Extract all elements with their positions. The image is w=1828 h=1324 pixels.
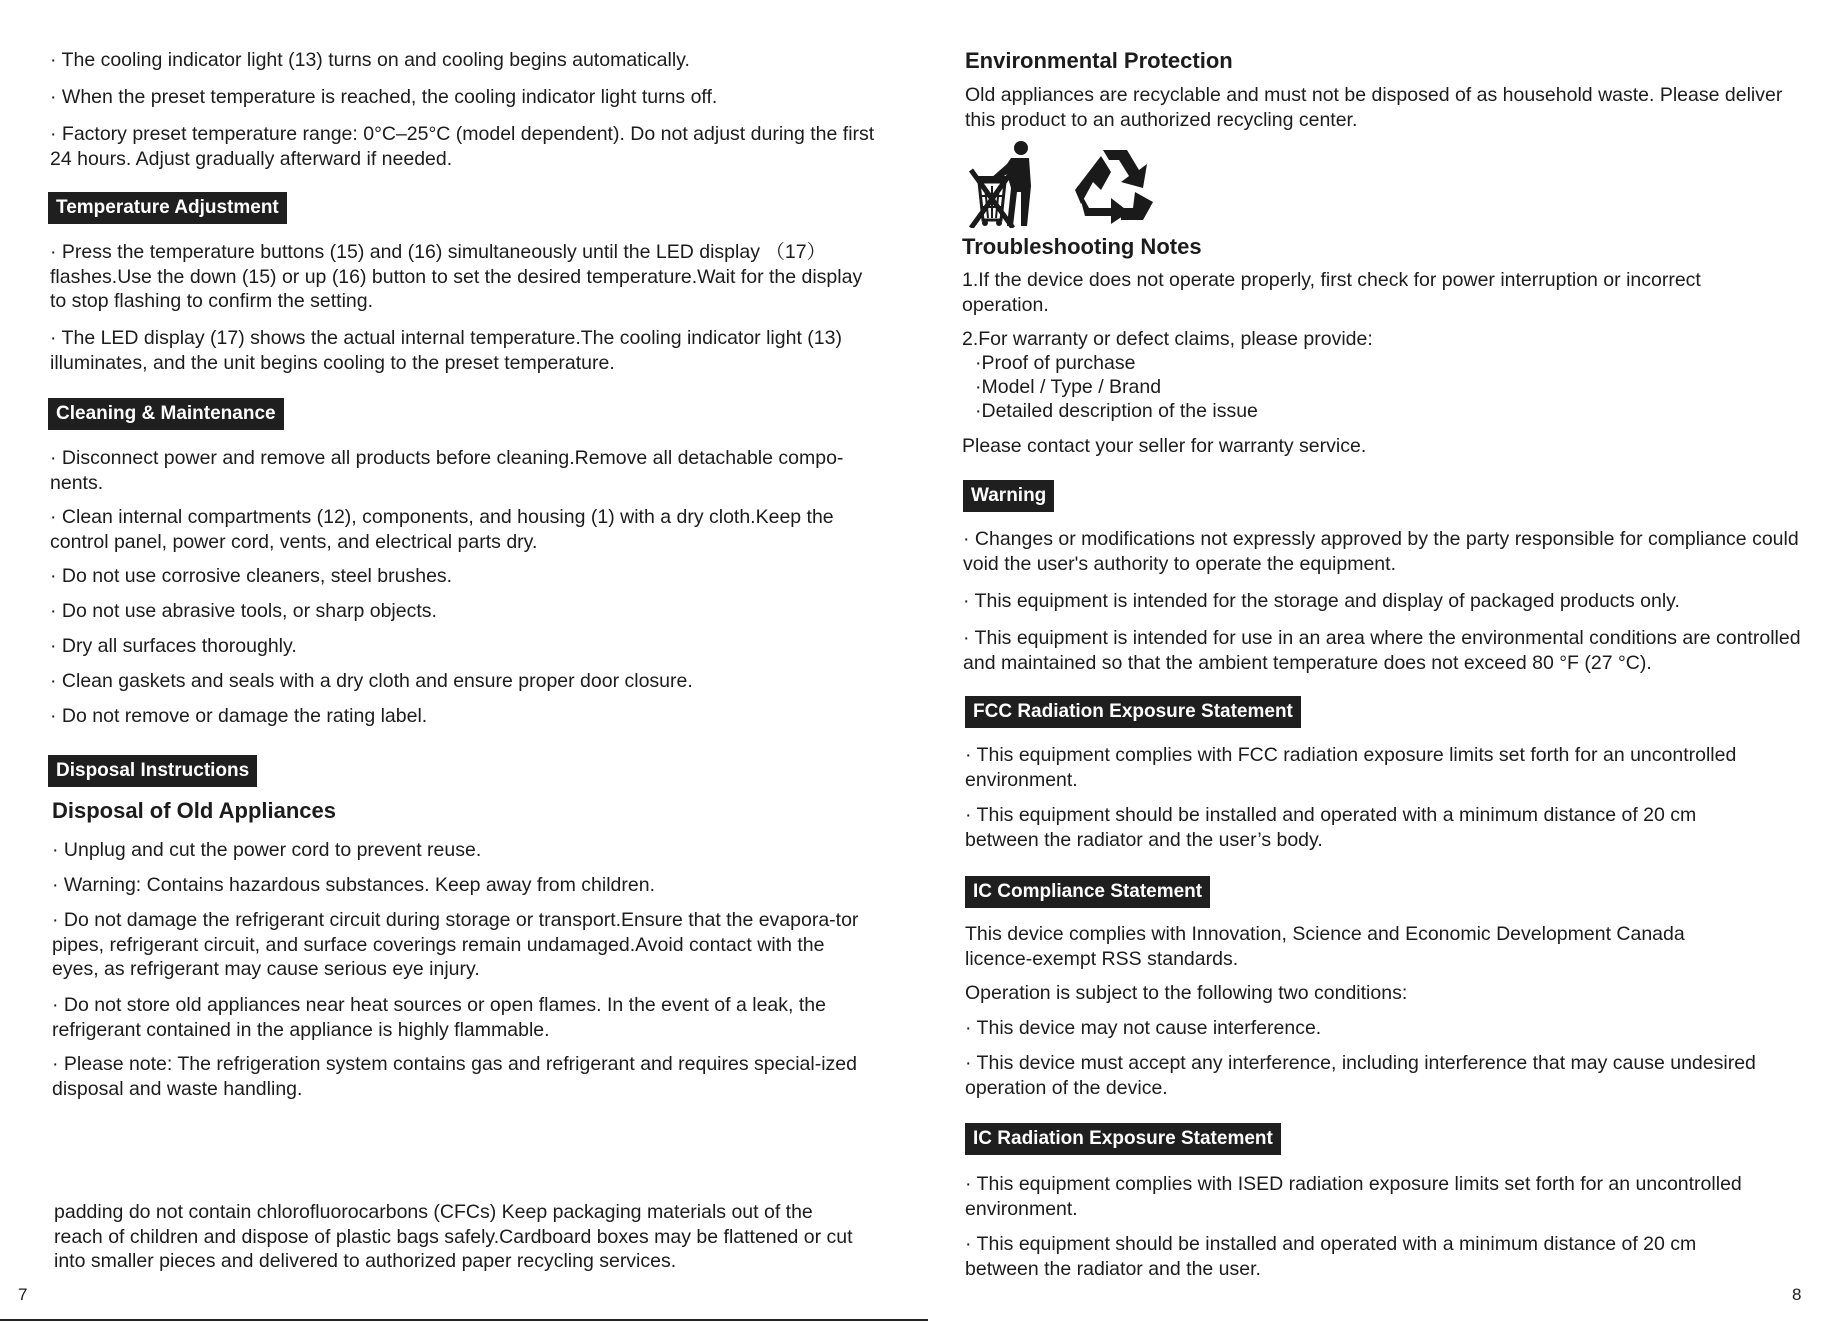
section-label-ic-compliance: IC Compliance Statement <box>965 876 1210 908</box>
intro-item: · The cooling indicator light (13) turns on and cooling begins automatically. <box>50 49 690 71</box>
troubleshooting-subitem: ·Detailed description of the issue <box>975 400 1258 422</box>
section-label-warning: Warning <box>963 480 1054 512</box>
fcc-item: · This equipment should be installed and operated with a minimum distance of 20 cm between the radiator and the user’s body. <box>965 804 1697 851</box>
troubleshooting-item: 1.If the device does not operate properly, first check for power interruption or incorrect operation. <box>962 269 1701 316</box>
ic-compliance-text: This device complies with Innovation, Science and Economic Development Canada licence-exempt RSS standards. <box>965 923 1685 970</box>
temperature-item: · The LED display (17) shows the actual internal temperature.The cooling indicator light (13) illuminates, and the unit begins cooling to the preset temperature. <box>50 327 842 374</box>
cleaning-item: · Clean internal compartments (12), components, and housing (1) with a dry cloth.Keep the control panel, power cord, vents, and electrical parts dry. <box>50 506 834 553</box>
ic-compliance-text: Operation is subject to the following two conditions: <box>965 982 1408 1004</box>
intro-item: · When the preset temperature is reached, the cooling indicator light turns off. <box>50 86 718 108</box>
disposal-item: · Do not damage the refrigerant circuit during storage or transport.Ensure that the evapora-tor pipes, refrigerant circuit, and surface coverings remain undamaged.Avoid contact with the eyes, as refrigerant may cause serious eye injury. <box>52 909 859 980</box>
section-label-fcc: FCC Radiation Exposure Statement <box>965 696 1301 728</box>
disposal-item: · Please note: The refrigeration system contains gas and refrigerant and requires special-ized disposal and waste handling. <box>52 1053 857 1100</box>
recycle-icon <box>1073 146 1157 226</box>
cleaning-item: · Clean gaskets and seals with a dry cloth and ensure proper door closure. <box>50 670 693 692</box>
ic-radiation-item: · This equipment should be installed and operated with a minimum distance of 20 cm between the radiator and the user. <box>965 1233 1697 1280</box>
cleaning-item: · Do not remove or damage the rating label. <box>50 705 428 727</box>
ic-compliance-item: · This device may not cause interference. <box>965 1017 1322 1039</box>
section-label-disposal: Disposal Instructions <box>48 755 257 787</box>
cleaning-item: · Do not use abrasive tools, or sharp objects. <box>50 600 437 622</box>
ic-compliance-item: · This device must accept any interference, including interference that may cause undesired operation of the device. <box>965 1052 1756 1099</box>
troubleshooting-subitem: ·Proof of purchase <box>975 352 1136 374</box>
environmental-heading: Environmental Protection <box>965 48 1233 73</box>
disposal-item: · Warning: Contains hazardous substances. Keep away from children. <box>52 874 655 896</box>
bottom-rule <box>0 1319 928 1321</box>
crossed-out-bin-icon <box>967 140 1045 228</box>
troubleshooting-contact: Please contact your seller for warranty service. <box>962 435 1367 457</box>
cleaning-item: · Disconnect power and remove all products before cleaning.Remove all detachable compo-nents. <box>50 447 844 494</box>
temperature-item: · Press the temperature buttons (15) and (16) simultaneously until the LED display （17） flashes.Use the down (15) or up (16) button to set the desired temperature.Wait for the display to stop flashing to confirm the setting. <box>50 241 863 312</box>
packaging-text: padding do not contain chlorofluorocarbons (CFCs) Keep packaging materials out of the reach of children and dispose of plastic bags safely.Cardboard boxes may be flattened or cut into smaller pieces and delivered to authorized paper recycling services. <box>54 1201 853 1272</box>
cleaning-item: · Do not use corrosive cleaners, steel brushes. <box>50 565 453 587</box>
warning-item: · Changes or modifications not expressly approved by the party responsible for compliance could void the user's authority to operate the equipment. <box>963 528 1799 575</box>
disposal-item: · Unplug and cut the power cord to prevent reuse. <box>52 839 482 861</box>
fcc-item: · This equipment complies with FCC radiation exposure limits set forth for an uncontrolled environment. <box>965 744 1737 791</box>
warning-item: · This equipment is intended for use in an area where the environmental conditions are controlled and maintained so that the ambient temperature does not exceed 80 °F (27 °C). <box>963 627 1801 674</box>
page-number: 8 <box>1792 1285 1802 1304</box>
troubleshooting-item: 2.For warranty or defect claims, please provide: <box>962 328 1373 350</box>
intro-item: · Factory preset temperature range: 0°C–25°C (model dependent). Do not adjust during the first 24 hours. Adjust gradually afterward if needed. <box>50 123 875 170</box>
troubleshooting-subitem: ·Model / Type / Brand <box>975 376 1162 398</box>
disposal-item: · Do not store old appliances near heat sources or open flames. In the event of a leak, the refrigerant contained in the appliance is highly flammable. <box>52 994 826 1041</box>
page-number: 7 <box>18 1285 28 1304</box>
ic-radiation-item: · This equipment complies with ISED radiation exposure limits set forth for an uncontrolled environment. <box>965 1173 1742 1220</box>
section-label-ic-radiation: IC Radiation Exposure Statement <box>965 1123 1281 1155</box>
disposal-heading: Disposal of Old Appliances <box>52 798 337 823</box>
troubleshooting-heading: Troubleshooting Notes <box>962 234 1202 259</box>
warning-item: · This equipment is intended for the storage and display of packaged products only. <box>963 590 1680 612</box>
environmental-text: Old appliances are recyclable and must not be disposed of as household waste. Please deliver this product to an authorized recycling center. <box>965 84 1783 131</box>
section-label-cleaning: Cleaning & Maintenance <box>48 398 284 430</box>
section-label-temperature-adjustment: Temperature Adjustment <box>48 192 287 224</box>
cleaning-item: · Dry all surfaces thoroughly. <box>50 635 297 657</box>
